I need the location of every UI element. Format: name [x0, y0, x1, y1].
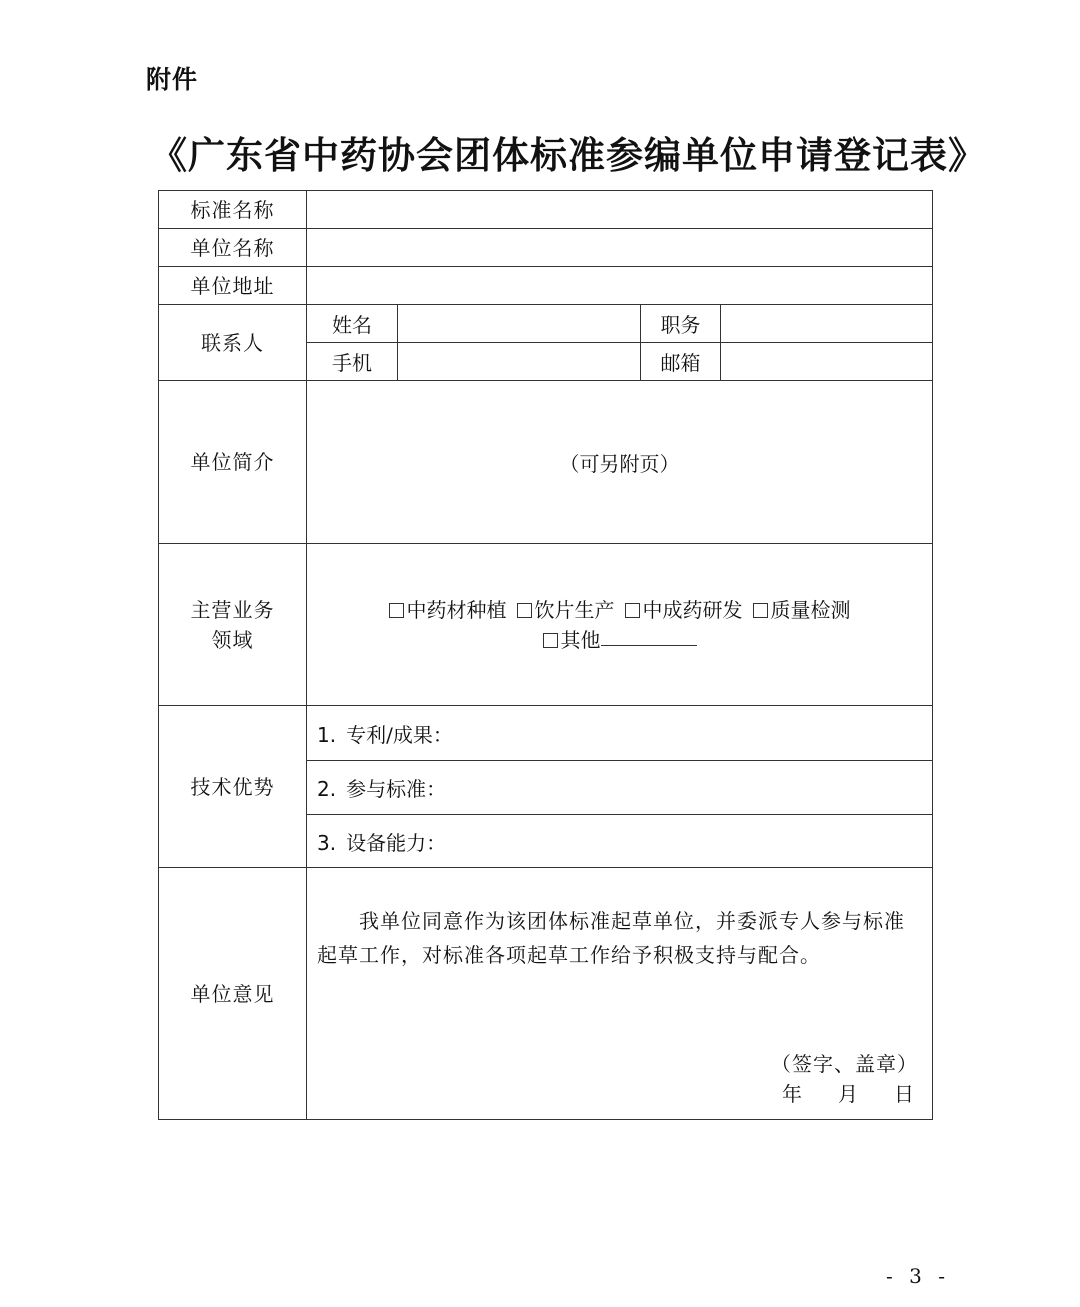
option-label: 其他: [560, 627, 601, 652]
date-year-label: 年: [782, 1082, 802, 1106]
row-unit-opinion: [159, 868, 933, 1120]
standard-name-field[interactable]: [307, 191, 933, 229]
row-business-areas: [159, 544, 933, 706]
unit-profile-note: （可另附页）: [559, 451, 680, 476]
unit-address-label: 单位地址: [159, 267, 307, 305]
page-title: 《广东省中药协会团体标准参编单位申请登记表》: [150, 134, 986, 177]
page-number: - 3 -: [886, 1264, 950, 1288]
signature-seal-label: （签字、盖章）: [771, 1052, 918, 1076]
unit-opinion-field[interactable]: [307, 868, 933, 1120]
option-other[interactable]: [543, 628, 697, 652]
unit-profile-label: 单位简介: [159, 381, 307, 544]
option-decoction-pieces[interactable]: [517, 598, 615, 622]
unit-address-field[interactable]: [307, 267, 933, 305]
option-herb-planting[interactable]: [389, 598, 507, 622]
contact-mobile-field[interactable]: [398, 343, 641, 381]
option-label: 饮片生产: [534, 597, 615, 622]
unit-profile-field[interactable]: [307, 381, 933, 544]
contact-label: 联系人: [159, 305, 307, 381]
unit-opinion-label: 单位意见: [159, 868, 307, 1120]
contact-email-label: 邮箱: [641, 343, 721, 381]
contact-name-label: 姓名: [307, 305, 398, 343]
tech-item-text: 专利/成果：: [346, 722, 453, 747]
row-standard-name: [159, 191, 933, 229]
checkbox-icon[interactable]: [543, 633, 558, 648]
checkbox-icon[interactable]: [753, 603, 768, 618]
row-unit-profile: [159, 381, 933, 544]
contact-mobile-label: 手机: [307, 343, 398, 381]
date-day-label: 日: [894, 1082, 914, 1106]
checkbox-icon[interactable]: [625, 603, 640, 618]
tech-item[interactable]: [307, 761, 933, 815]
tech-item[interactable]: [307, 815, 933, 868]
option-label: 中成药研发: [642, 597, 743, 622]
contact-position-field[interactable]: [721, 305, 933, 343]
attachment-label: 附件: [146, 65, 199, 94]
business-areas-label-line2: 领域: [211, 627, 254, 652]
contact-email-field[interactable]: [721, 343, 933, 381]
option-patent-medicine-rd[interactable]: [625, 598, 743, 622]
business-areas-label: [159, 544, 307, 706]
option-quality-testing[interactable]: [753, 598, 851, 622]
business-areas-label-line1: 主营业务: [190, 597, 275, 622]
row-unit-address: [159, 267, 933, 305]
tech-item-text: 参与标准：: [346, 777, 447, 801]
row-unit-name: [159, 229, 933, 267]
tech-item[interactable]: [307, 706, 933, 761]
opinion-statement: 我单位同意作为该团体标准起草单位，并委派专人参与标准起草工作，对标准各项起草工作给予积极支持与配合。: [317, 909, 905, 967]
tech-item-number: 2.: [317, 777, 337, 801]
option-label: 中药材种植: [406, 597, 507, 622]
business-areas-options: [307, 544, 933, 706]
other-blank-line[interactable]: [601, 625, 697, 646]
contact-position-label: 职务: [641, 305, 721, 343]
row-tech-1: [159, 706, 933, 761]
checkbox-icon[interactable]: [517, 603, 532, 618]
tech-item-number: 1.: [317, 722, 337, 747]
tech-advantages-label: 技术优势: [159, 706, 307, 868]
option-label: 质量检测: [770, 597, 851, 622]
date-month-label: 月: [838, 1082, 858, 1106]
unit-name-field[interactable]: [307, 229, 933, 267]
tech-item-number: 3.: [317, 830, 337, 855]
checkbox-icon[interactable]: [389, 603, 404, 618]
unit-name-label: 单位名称: [159, 229, 307, 267]
tech-item-text: 设备能力：: [346, 830, 447, 855]
registration-form-table: [158, 190, 933, 1120]
standard-name-label: 标准名称: [159, 191, 307, 229]
contact-name-field[interactable]: [398, 305, 641, 343]
row-contact-1: [159, 305, 933, 343]
